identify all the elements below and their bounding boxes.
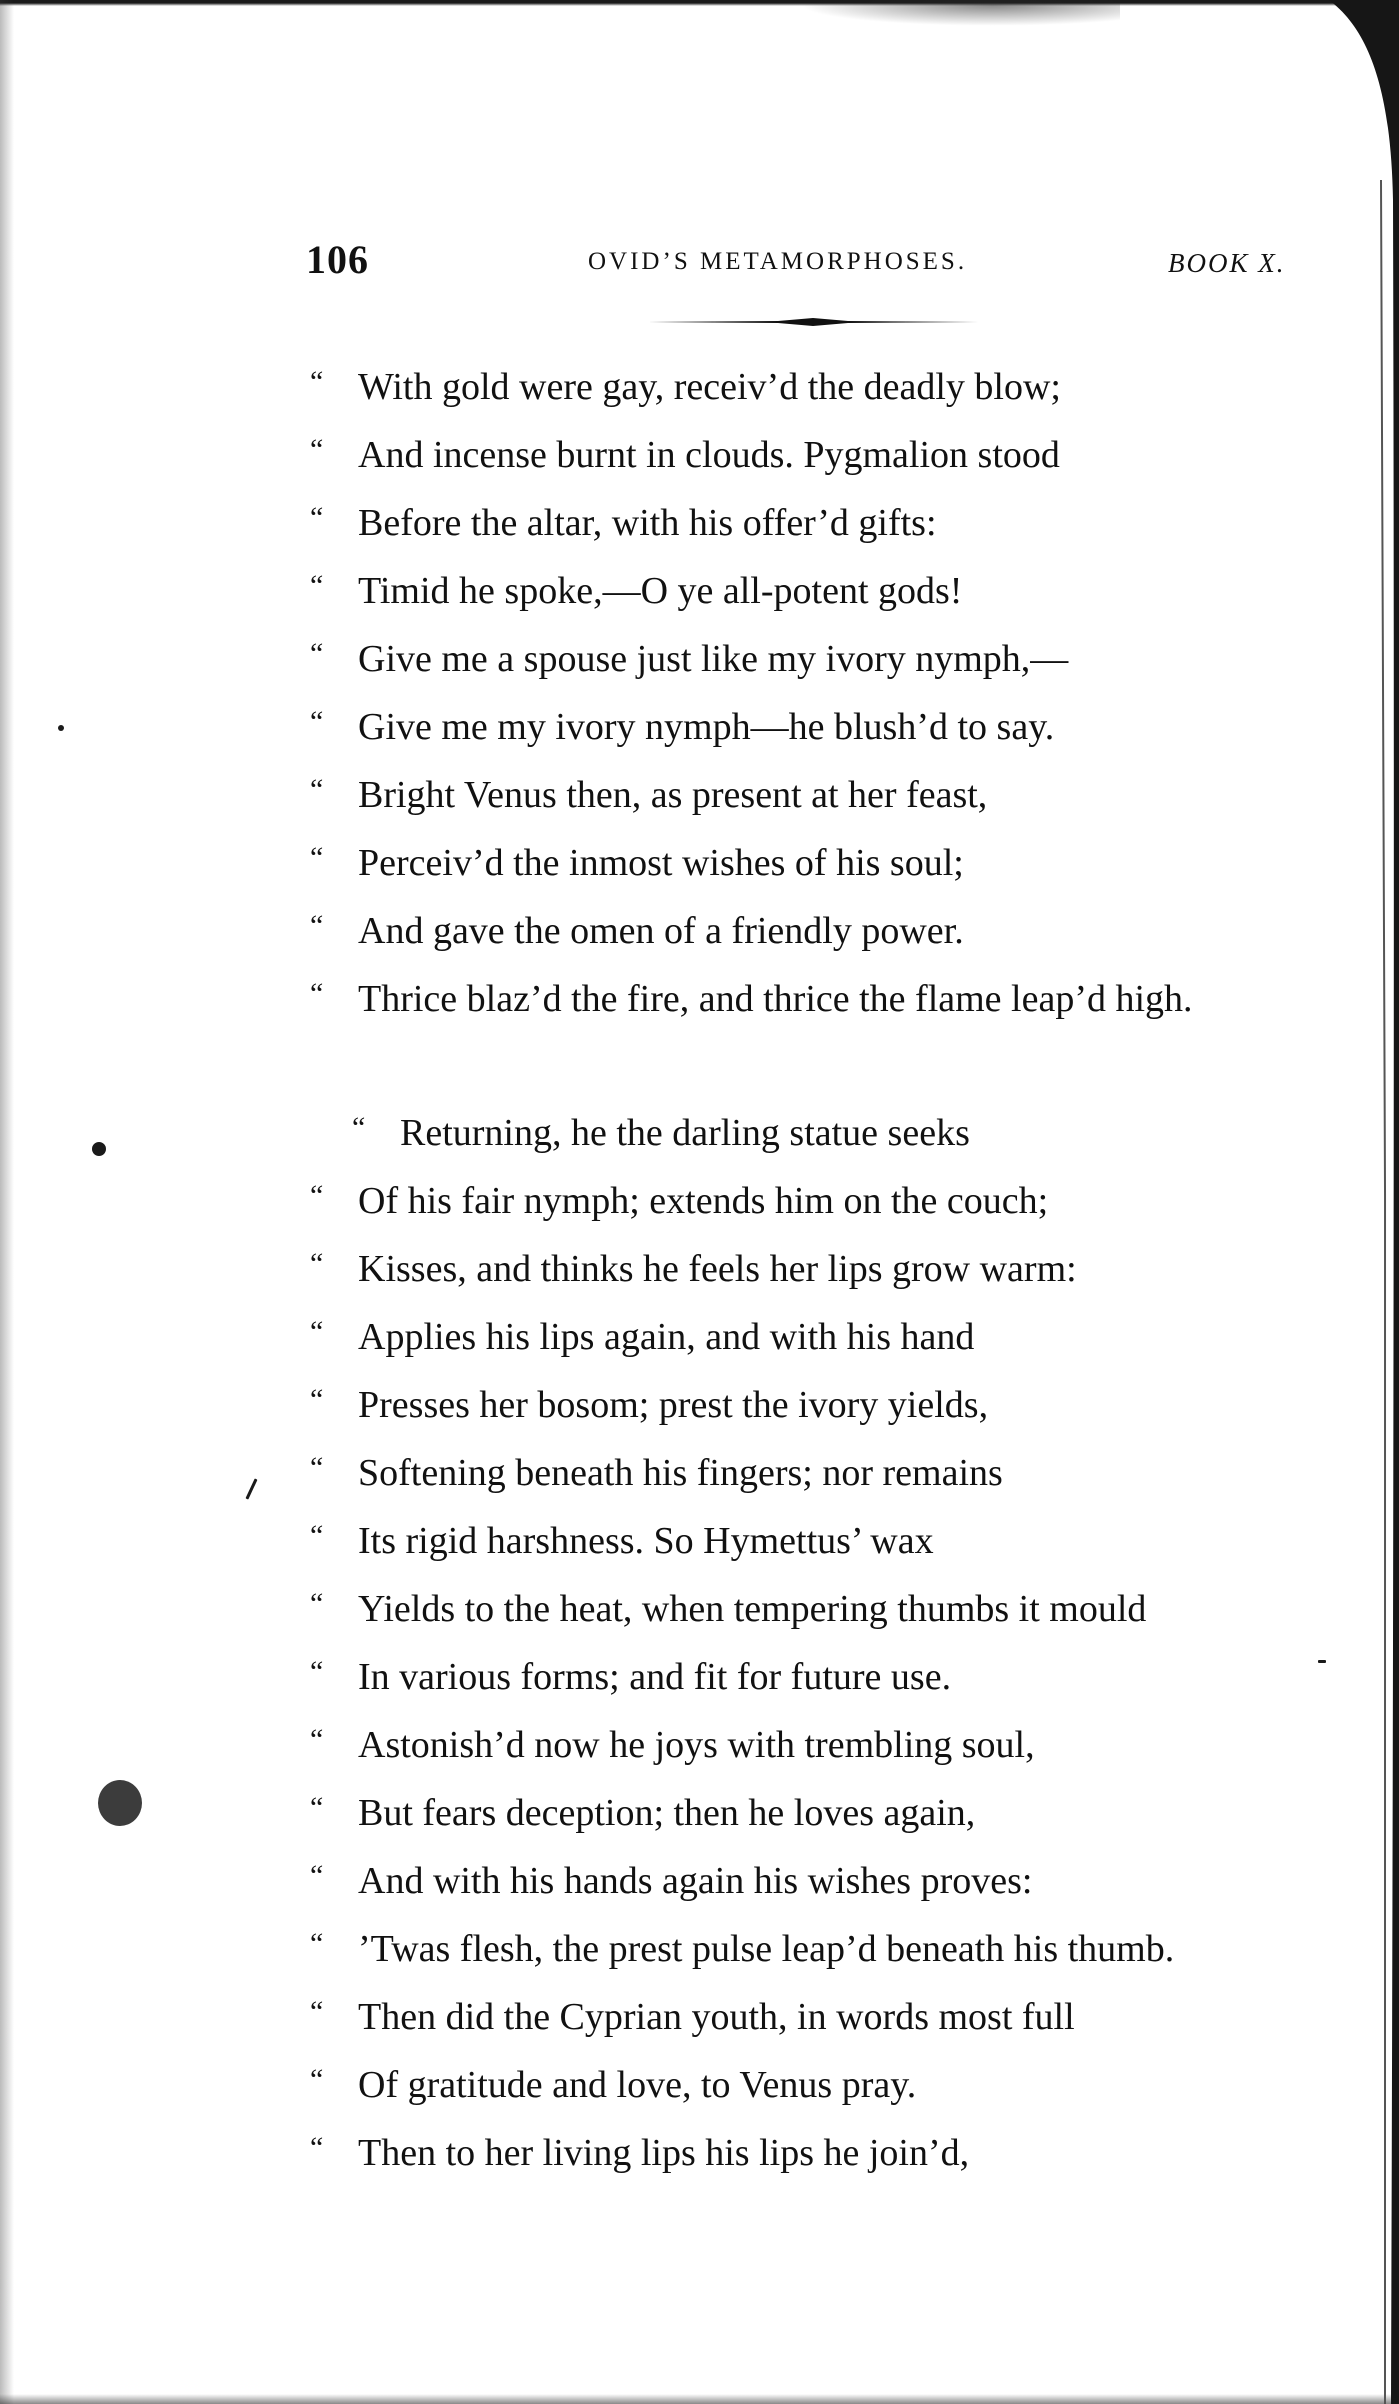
verse-line bbox=[310, 700, 1054, 749]
verse-line-text: Its rigid harshness. So Hymettus’ wax bbox=[358, 1520, 934, 1562]
verse-line-text: Then to her living lips his lips he join’d, bbox=[358, 2132, 970, 2174]
verse-line bbox=[310, 1514, 934, 1563]
verse-line-text: Then did the Cyprian youth, in words most full bbox=[358, 1996, 1075, 2038]
verse-line-text: In various forms; and fit for future use. bbox=[358, 1656, 952, 1698]
quote-mark: “ bbox=[310, 705, 324, 738]
quote-mark: “ bbox=[310, 1791, 324, 1824]
quote-mark: “ bbox=[310, 433, 324, 466]
quote-mark: “ bbox=[310, 773, 324, 806]
quote-mark: “ bbox=[310, 909, 324, 942]
verse-line bbox=[310, 1990, 1075, 2039]
quote-mark: “ bbox=[310, 1383, 324, 1416]
quote-mark: “ bbox=[310, 1655, 324, 1688]
verse-line bbox=[310, 768, 987, 817]
quote-mark: “ bbox=[310, 2131, 324, 2164]
verse-line-text: Of gratitude and love, to Venus pray. bbox=[358, 2064, 917, 2106]
verse-line bbox=[310, 904, 964, 953]
verse-line-text: Astonish’d now he joys with trembling soul, bbox=[358, 1724, 1035, 1766]
verse-line-text: But fears deception; then he loves again, bbox=[358, 1792, 976, 1834]
verse-line-text: And incense burnt in clouds. Pygmalion stood bbox=[358, 434, 1060, 476]
verse-line bbox=[310, 1174, 1048, 1223]
verse-line bbox=[310, 360, 1061, 409]
verse-line bbox=[352, 1106, 970, 1155]
quote-mark: “ bbox=[310, 841, 324, 874]
running-header bbox=[306, 236, 1306, 296]
running-title: OVID’S METAMORPHOSES. bbox=[588, 248, 968, 275]
verse-line-text: Returning, he the darling statue seeks bbox=[400, 1112, 970, 1154]
quote-mark: “ bbox=[310, 1927, 324, 1960]
verse-line-text: Kisses, and thinks he feels her lips grow warm: bbox=[358, 1248, 1077, 1290]
verse-line bbox=[310, 1378, 988, 1427]
verse-line bbox=[310, 428, 1060, 477]
verse-line bbox=[310, 1446, 1003, 1495]
verse-line bbox=[310, 1650, 951, 1699]
verse-line bbox=[310, 1582, 1146, 1631]
verse-line-text: Timid he spoke,—O ye all-potent gods! bbox=[358, 570, 963, 612]
verse-line-text: Of his fair nymph; extends him on the couch; bbox=[358, 1180, 1049, 1222]
ink-speck bbox=[58, 725, 64, 731]
quote-mark: “ bbox=[310, 365, 324, 398]
verse-line bbox=[310, 1786, 975, 1835]
quote-mark: “ bbox=[310, 569, 324, 602]
verse-line-text: Softening beneath his fingers; nor remains bbox=[358, 1452, 1003, 1494]
page-bottom-edge bbox=[0, 2394, 1399, 2404]
verse-line-text: And with his hands again his wishes proves: bbox=[358, 1860, 1033, 1902]
header-rule bbox=[648, 318, 978, 326]
quote-mark: “ bbox=[310, 1723, 324, 1756]
verse-line-text: Give me a spouse just like my ivory nymph,— bbox=[358, 638, 1069, 680]
quote-mark: “ bbox=[310, 1315, 324, 1348]
verse-line-text: Bright Venus then, as present at her feast, bbox=[358, 774, 988, 816]
verse-line-text: Thrice blaz’d the fire, and thrice the flame leap’d high. bbox=[358, 978, 1193, 1020]
ink-speck bbox=[1318, 1660, 1326, 1663]
ink-speck bbox=[245, 1478, 257, 1499]
page-top-edge bbox=[0, 0, 1399, 6]
verse-line bbox=[310, 1718, 1035, 1767]
quote-mark: “ bbox=[310, 1451, 324, 1484]
verse-line-text: Perceiv’d the inmost wishes of his soul; bbox=[358, 842, 964, 884]
verse-line bbox=[310, 972, 1193, 1021]
ink-speck bbox=[98, 1780, 142, 1826]
quote-mark: “ bbox=[310, 2063, 324, 2096]
quote-mark: “ bbox=[310, 637, 324, 670]
verse-line bbox=[310, 1242, 1077, 1291]
quote-mark: “ bbox=[310, 1859, 324, 1892]
verse-line-text: Applies his lips again, and with his hand bbox=[358, 1316, 975, 1358]
verse-line bbox=[310, 1854, 1032, 1903]
quote-mark: “ bbox=[352, 1111, 366, 1144]
book-label: BOOK X. bbox=[1168, 248, 1286, 278]
verse-line-text: Give me my ivory nymph—he blush’d to say. bbox=[358, 706, 1055, 748]
quote-mark: “ bbox=[310, 1587, 324, 1620]
verse-line bbox=[310, 496, 937, 545]
page-curl-edge bbox=[1329, 0, 1399, 2404]
verse-line bbox=[310, 2126, 969, 2175]
verse-line bbox=[310, 1922, 1174, 1971]
verse-line-text: Presses her bosom; prest the ivory yields, bbox=[358, 1384, 989, 1426]
verse-line-text: ’Twas flesh, the prest pulse leap’d beneath his thumb. bbox=[358, 1928, 1175, 1970]
ink-speck bbox=[92, 1142, 106, 1156]
verse-line-text: And gave the omen of a friendly power. bbox=[358, 910, 964, 952]
verse-line bbox=[310, 2058, 916, 2107]
quote-mark: “ bbox=[310, 1519, 324, 1552]
page-left-edge bbox=[0, 0, 14, 2404]
quote-mark: “ bbox=[310, 1179, 324, 1212]
scan-smudge bbox=[800, 0, 1120, 26]
quote-mark: “ bbox=[310, 1995, 324, 2028]
verse-line bbox=[310, 1310, 974, 1359]
verse-line bbox=[310, 564, 962, 613]
quote-mark: “ bbox=[310, 1247, 324, 1280]
page-number: 106 bbox=[306, 237, 369, 282]
verse-line bbox=[310, 836, 964, 885]
verse-line-text: Yields to the heat, when tempering thumbs it mould bbox=[358, 1588, 1147, 1630]
verse-line-text: Before the altar, with his offer’d gifts: bbox=[358, 502, 937, 544]
quote-mark: “ bbox=[310, 977, 324, 1010]
quote-mark: “ bbox=[310, 501, 324, 534]
verse-line-text: With gold were gay, receiv’d the deadly blow; bbox=[358, 366, 1061, 408]
verse-line bbox=[310, 632, 1068, 681]
